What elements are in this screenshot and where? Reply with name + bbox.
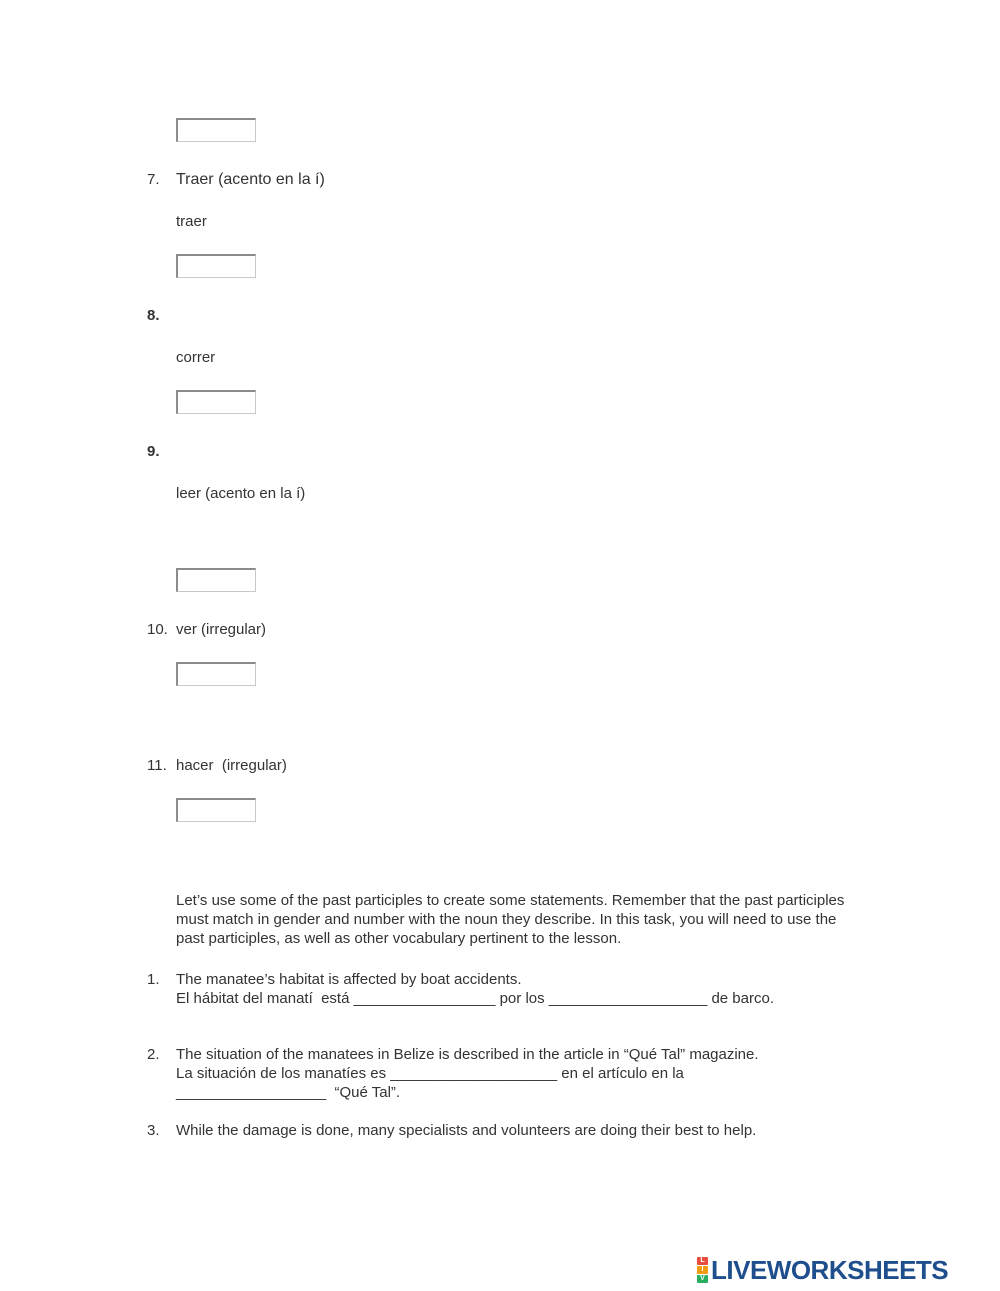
statement-spanish-1: El hábitat del manatí está _________________ por los ___________________ de barco. [176, 990, 774, 1007]
answer-box-6[interactable] [176, 118, 256, 142]
answer-box-9[interactable] [176, 568, 256, 592]
question-title-7 [176, 170, 325, 189]
logo-text: LIVEWORKSHEETS [711, 1254, 949, 1285]
question-title-7-text: Traer (acento en la í) [176, 171, 325, 188]
answer-box-11[interactable] [176, 798, 256, 822]
question-number-8: 8. [147, 307, 160, 324]
question-title-11: hacer (irregular) [176, 757, 287, 774]
answer-box-10[interactable] [176, 662, 256, 686]
instructions-paragraph: Let’s use some of the past participles to create some statements. Remember that the past participles must match in gender and number with the noun they describe. In this task, you will need to use the past participles, as well as other vocabulary pertinent to the lesson. [176, 892, 845, 947]
statement-number-3: 3. [147, 1122, 160, 1139]
logo-mark-icon [697, 1257, 708, 1283]
statement-number-2: 2. [147, 1046, 160, 1063]
statement-spanish-2-cont: __________________ “Qué Tal”. [176, 1084, 401, 1101]
verb-label-9: leer (acento en la í) [176, 485, 306, 502]
question-number-11: 11. [147, 757, 167, 774]
question-title-10: ver (irregular) [176, 621, 267, 638]
statement-english-3: While the damage is done, many specialists and volunteers are doing their best to help. [176, 1122, 757, 1139]
question-number-9: 9. [147, 443, 160, 460]
logo-letter-l: L [697, 1257, 708, 1265]
answer-box-7[interactable] [176, 254, 256, 278]
verb-label-8: correr [176, 349, 216, 366]
statement-english-1: The manatee’s habitat is affected by boat accidents. [176, 971, 522, 988]
answer-box-8[interactable] [176, 390, 256, 414]
question-number-10: 10. [147, 621, 168, 638]
statement-english-2: The situation of the manatees in Belize is described in the article in “Qué Tal” magazine. [176, 1046, 759, 1063]
logo-letter-v: V [697, 1275, 708, 1283]
liveworksheets-logo [697, 1255, 948, 1285]
statement-number-1: 1. [147, 971, 160, 988]
question-number-7: 7. [147, 171, 160, 188]
verb-label-7: traer [176, 213, 207, 230]
logo-letter-i: I [697, 1266, 708, 1274]
statement-spanish-2: La situación de los manatíes es ____________________ en el artículo en la [176, 1065, 684, 1082]
